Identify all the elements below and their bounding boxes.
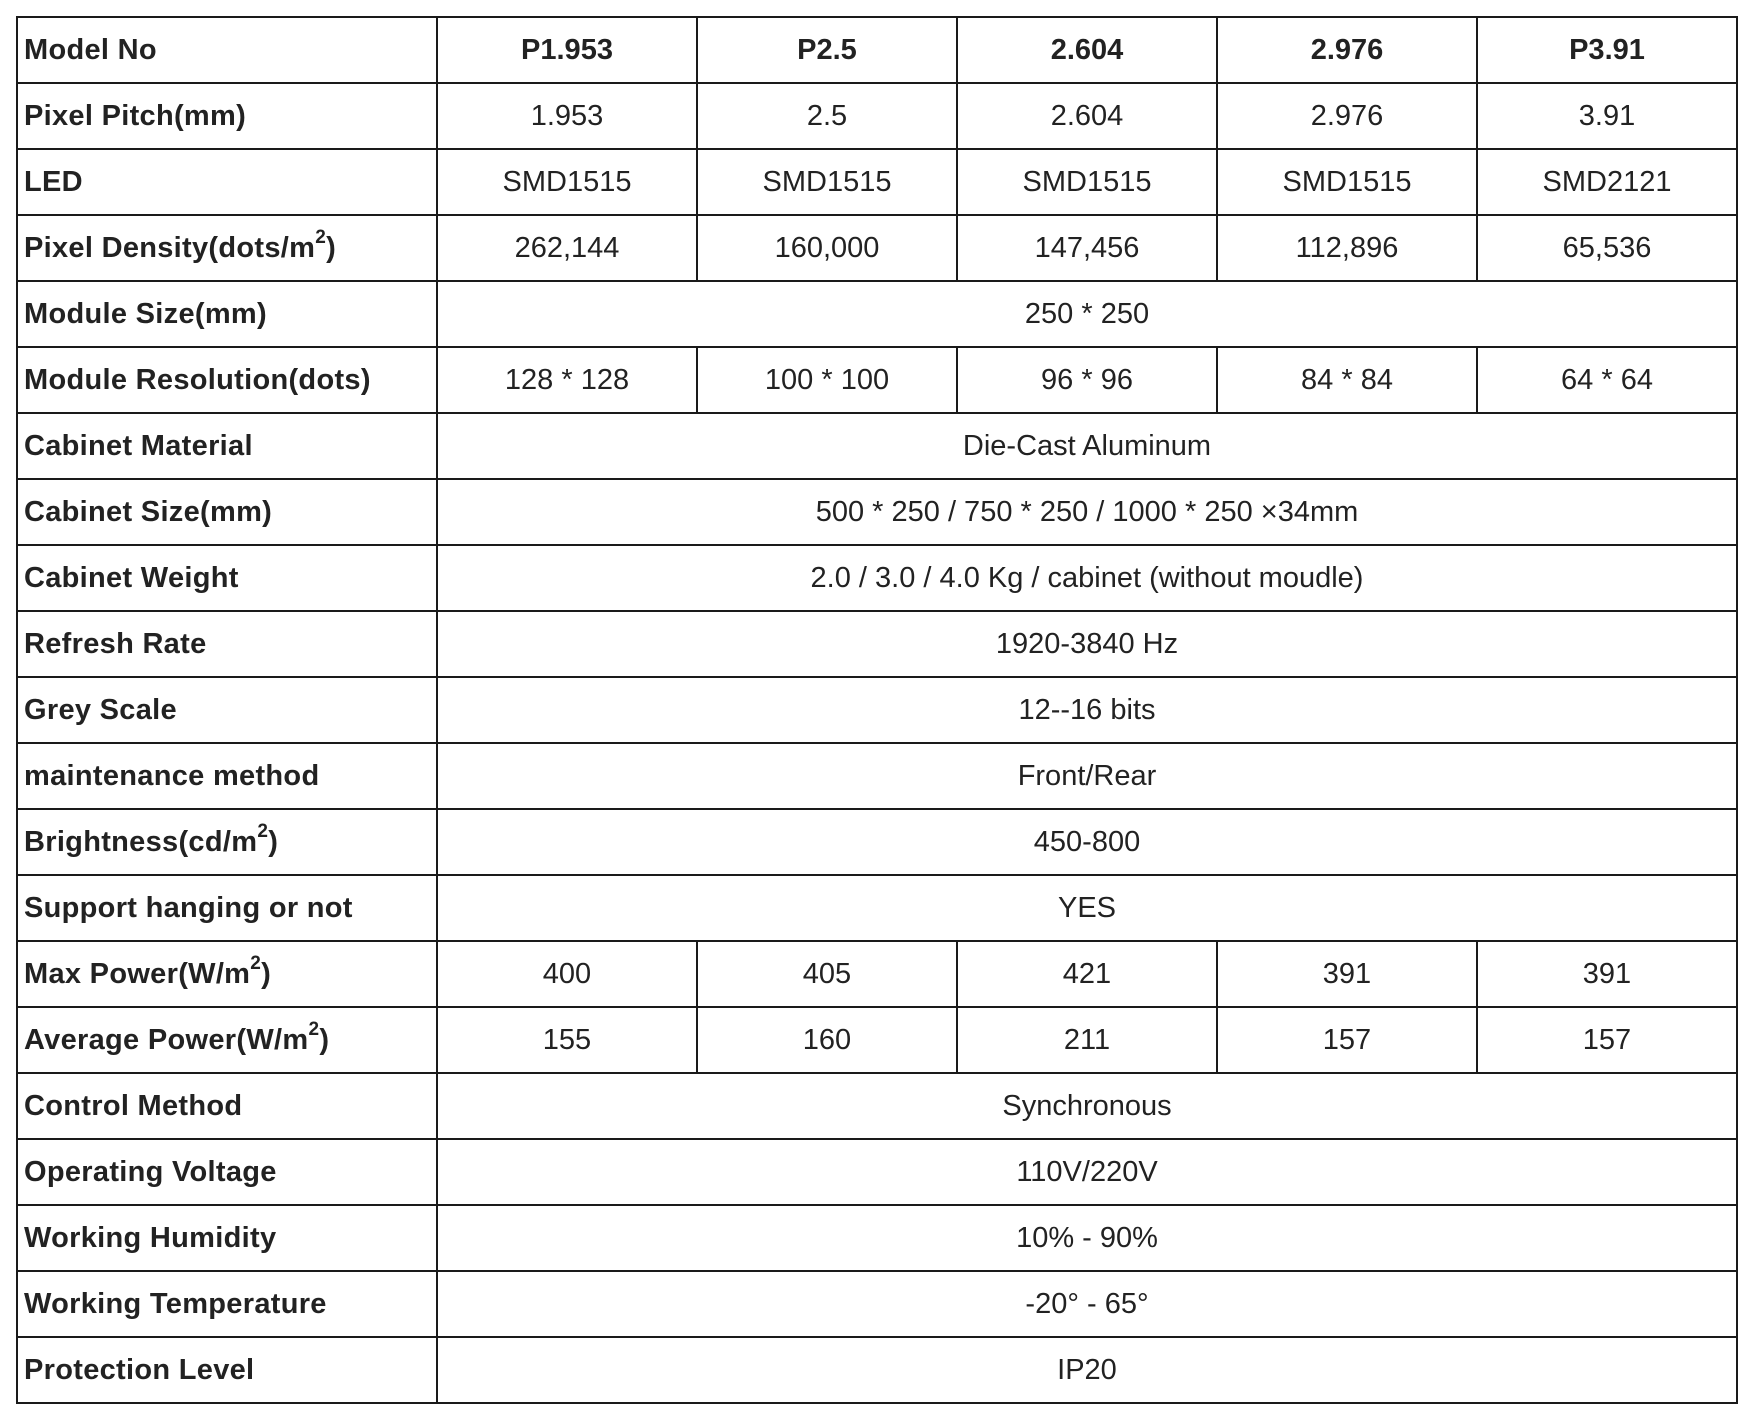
table-row-protection-level [17,1337,1737,1403]
table-row-max-power [17,941,1737,1007]
value-cell: 84 * 84 [1217,347,1477,413]
value-cell: 2.976 [1217,83,1477,149]
value-cell: 110V/220V [437,1139,1737,1205]
value-cell: 3.91 [1477,83,1737,149]
value-cell: 160 [697,1007,957,1073]
table-row-support-hanging [17,875,1737,941]
table-row-pixel-pitch [17,83,1737,149]
row-label-suffix: ) [319,1023,330,1056]
row-label: Operating Voltage [17,1139,437,1205]
row-label-text: Max Power(W/m [24,957,251,990]
value-cell: SMD1515 [437,149,697,215]
row-label: Refresh Rate [17,611,437,677]
row-label: Model No [17,17,437,83]
row-label-text: Brightness(cd/m [24,825,258,858]
value-cell: 12--16 bits [437,677,1737,743]
value-cell: 157 [1217,1007,1477,1073]
value-cell: 112,896 [1217,215,1477,281]
table-row-maintenance-method [17,743,1737,809]
table-row-pixel-density [17,215,1737,281]
value-cell: 2.604 [957,83,1217,149]
value-cell: 211 [957,1007,1217,1073]
superscript: 2 [315,226,327,248]
value-cell: 65,536 [1477,215,1737,281]
value-cell: 400 [437,941,697,1007]
row-label: Cabinet Weight [17,545,437,611]
value-cell: 421 [957,941,1217,1007]
value-cell: 147,456 [957,215,1217,281]
table-row-control-method [17,1073,1737,1139]
value-cell: 500 * 250 / 750 * 250 / 1000 * 250 ×34mm [437,479,1737,545]
spec-table [16,16,1738,1404]
row-label: Module Resolution(dots) [17,347,437,413]
value-cell: 1.953 [437,83,697,149]
model-header-cell: P2.5 [697,17,957,83]
value-cell: SMD1515 [697,149,957,215]
row-label [17,809,437,875]
value-cell: 100 * 100 [697,347,957,413]
superscript: 2 [250,952,262,974]
row-label-suffix: ) [326,231,337,264]
table-row-average-power [17,1007,1737,1073]
value-cell: YES [437,875,1737,941]
value-cell: 450-800 [437,809,1737,875]
table-row-working-temperature [17,1271,1737,1337]
value-cell: 2.0 / 3.0 / 4.0 Kg / cabinet (without moudle) [437,545,1737,611]
model-header-cell: P1.953 [437,17,697,83]
model-header-cell: P3.91 [1477,17,1737,83]
row-label-text: Pixel Density(dots/m [24,231,316,264]
row-label: Working Humidity [17,1205,437,1271]
table-row-module-size [17,281,1737,347]
value-cell: 1920-3840 Hz [437,611,1737,677]
table-row-cabinet-material [17,413,1737,479]
row-label: Cabinet Size(mm) [17,479,437,545]
table-row-cabinet-size [17,479,1737,545]
table-row-module-resolution [17,347,1737,413]
value-cell: 10% - 90% [437,1205,1737,1271]
table-row-refresh-rate [17,611,1737,677]
table-row-model-no [17,17,1737,83]
value-cell: Front/Rear [437,743,1737,809]
row-label-suffix: ) [261,957,272,990]
value-cell: Synchronous [437,1073,1737,1139]
value-cell: 391 [1477,941,1737,1007]
row-label-suffix: ) [268,825,279,858]
superscript: 2 [308,1018,320,1040]
table-row-brightness [17,809,1737,875]
table-row-grey-scale [17,677,1737,743]
value-cell: 391 [1217,941,1477,1007]
value-cell: Die-Cast Aluminum [437,413,1737,479]
value-cell: 64 * 64 [1477,347,1737,413]
value-cell: 160,000 [697,215,957,281]
row-label: Support hanging or not [17,875,437,941]
superscript: 2 [257,820,269,842]
table-row-operating-voltage [17,1139,1737,1205]
table-row-led [17,149,1737,215]
row-label [17,215,437,281]
value-cell: IP20 [437,1337,1737,1403]
row-label: Protection Level [17,1337,437,1403]
value-cell: 157 [1477,1007,1737,1073]
row-label: Working Temperature [17,1271,437,1337]
value-cell: SMD2121 [1477,149,1737,215]
value-cell: 2.5 [697,83,957,149]
value-cell: 262,144 [437,215,697,281]
model-header-cell: 2.976 [1217,17,1477,83]
value-cell: 155 [437,1007,697,1073]
row-label: Cabinet Material [17,413,437,479]
row-label: maintenance method [17,743,437,809]
value-cell: 128 * 128 [437,347,697,413]
row-label: Pixel Pitch(mm) [17,83,437,149]
row-label: LED [17,149,437,215]
row-label-text: Average Power(W/m [24,1023,309,1056]
value-cell: -20° - 65° [437,1271,1737,1337]
model-header-cell: 2.604 [957,17,1217,83]
value-cell: 96 * 96 [957,347,1217,413]
value-cell: 405 [697,941,957,1007]
row-label: Module Size(mm) [17,281,437,347]
row-label [17,1007,437,1073]
value-cell: 250 * 250 [437,281,1737,347]
table-row-cabinet-weight [17,545,1737,611]
row-label: Control Method [17,1073,437,1139]
value-cell: SMD1515 [957,149,1217,215]
row-label: Grey Scale [17,677,437,743]
value-cell: SMD1515 [1217,149,1477,215]
table-row-working-humidity [17,1205,1737,1271]
row-label [17,941,437,1007]
